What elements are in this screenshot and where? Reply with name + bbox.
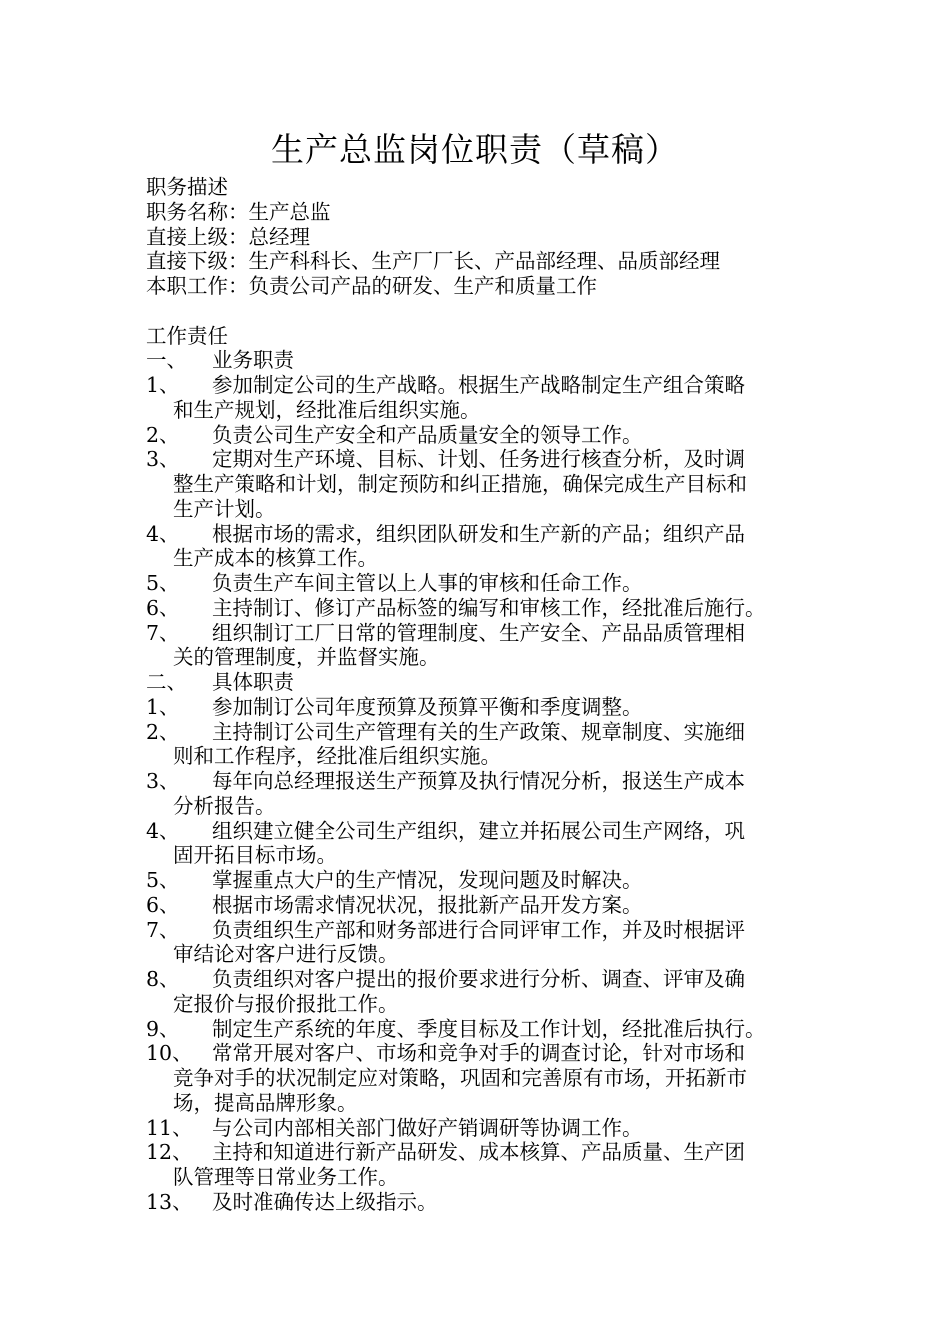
list-item-text: 主持制订、修订产品标签的编写和审核工作，经批准后施行。: [212, 595, 766, 620]
list-item: [146, 695, 810, 720]
list-item-number: 6、: [146, 892, 180, 917]
document-body: [146, 175, 810, 1215]
responsibilities-heading: 工作责任: [146, 323, 228, 348]
list-item-number: 2、: [146, 422, 180, 447]
list-item-text: 常常开展对客户、市场和竞争对手的调查讨论，针对市场和: [212, 1041, 745, 1066]
direct-subordinates-line: 直接下级：生产科科长、生产厂厂长、产品部经理、品质部经理: [146, 249, 720, 274]
list-item-first-line: [146, 1116, 810, 1141]
list-item-text: 竞争对手的状况制定应对策略，巩固和完善原有市场，开拓新市: [173, 1066, 747, 1090]
list-item-text: 主持制订公司生产管理有关的生产政策、规章制度、实施细: [212, 719, 745, 744]
list-item-number: 9、: [146, 1016, 180, 1041]
responsibility-sections: [146, 348, 810, 1214]
list-item-continuation: [146, 1066, 810, 1091]
list-item: [146, 893, 810, 918]
list-item-number: 2、: [146, 719, 180, 744]
list-item: [146, 1017, 810, 1042]
list-item-text: 定报价与报价报批工作。: [173, 991, 399, 1016]
list-item-text: 组织建立健全公司生产组织，建立并拓展公司生产网络，巩: [212, 818, 745, 843]
list-item-continuation: [146, 472, 810, 497]
section-heading: [146, 670, 810, 695]
list-item-text: 则和工作程序，经批准后组织实施。: [173, 744, 501, 769]
list-item-first-line: [146, 1190, 810, 1215]
section-heading: [146, 348, 810, 373]
list-item-first-line: [146, 596, 810, 621]
list-item-number: 4、: [146, 521, 180, 546]
list-item-text: 及时准确传达上级指示。: [212, 1189, 438, 1214]
list-item-continuation: [146, 843, 810, 868]
list-item-text: 根据市场的需求，组织团队研发和生产新的产品；组织产品: [212, 521, 745, 546]
list-item-first-line: [146, 918, 810, 943]
list-item-continuation: [146, 546, 810, 571]
list-item-text: 关的管理制度，并监督实施。: [173, 645, 440, 670]
list-item: [146, 1140, 810, 1190]
list-item-first-line: [146, 621, 810, 646]
list-item-text: 审结论对客户进行反馈。: [173, 942, 399, 967]
list-item-first-line: [146, 868, 810, 893]
section-number: 二、: [146, 670, 187, 694]
list-item: [146, 868, 810, 893]
list-item-text: 分析报告。: [173, 793, 276, 818]
list-item-continuation: [146, 744, 810, 769]
list-item-continuation: [146, 1165, 810, 1190]
section-title: 具体职责: [212, 670, 294, 694]
list-item-number: 5、: [146, 868, 180, 892]
list-item: [146, 1190, 810, 1215]
list-item-text: 参加制订公司年度预算及预算平衡和季度调整。: [212, 694, 643, 719]
list-item-text: 每年向总经理报送生产预算及执行情况分析，报送生产成本: [212, 769, 745, 793]
list-item-continuation: [146, 992, 810, 1017]
core-work-line: 本职工作：负责公司产品的研发、生产和质量工作: [146, 274, 597, 298]
list-item: [146, 769, 810, 819]
list-item-first-line: [146, 720, 810, 745]
list-item: [146, 423, 810, 448]
list-item-continuation: [146, 942, 810, 967]
direct-superior-line: 直接上级：总经理: [146, 224, 310, 249]
section-number: 一、: [146, 348, 187, 373]
list-item: [146, 918, 810, 968]
list-item-first-line: [146, 1140, 810, 1165]
list-item-text: 负责组织对客户提出的报价要求进行分析、调查、评审及确: [212, 967, 745, 991]
list-item-number: 1、: [146, 694, 180, 719]
list-item: [146, 1041, 810, 1115]
list-item-number: 7、: [146, 620, 180, 645]
list-item-continuation: [146, 1091, 810, 1116]
list-item-text: 定期对生产环境、目标、计划、任务进行核查分析，及时调: [212, 447, 745, 472]
list-item-first-line: [146, 1041, 810, 1066]
list-item-text: 掌握重点大户的生产情况，发现问题及时解决。: [212, 868, 643, 892]
list-item-first-line: [146, 522, 810, 547]
list-item-text: 制定生产系统的年度、季度目标及工作计划，经批准后执行。: [212, 1016, 766, 1041]
list-item-number: 7、: [146, 917, 180, 942]
list-item-text: 生产计划。: [173, 496, 276, 521]
list-item-first-line: [146, 695, 810, 720]
list-item-number: 5、: [146, 571, 180, 595]
list-item: [146, 571, 810, 596]
list-item-first-line: [146, 893, 810, 918]
list-item-number: 6、: [146, 595, 180, 620]
list-item-text: 整生产策略和计划，制定预防和纠正措施，确保完成生产目标和: [173, 472, 747, 496]
list-item-number: 4、: [146, 818, 180, 843]
list-item: [146, 522, 810, 572]
list-item-continuation: [146, 398, 810, 423]
list-item: [146, 819, 810, 869]
list-item-text: 和生产规划，经批准后组织实施。: [173, 397, 481, 422]
list-item-text: 参加制定公司的生产战略。根据生产战略制定生产组合策略: [212, 373, 745, 397]
list-item: [146, 596, 810, 621]
list-item-text: 组织制订工厂日常的管理制度、生产安全、产品品质管理相: [212, 620, 745, 645]
list-item-text: 场，提高品牌形象。: [173, 1090, 358, 1115]
list-item-number: 3、: [146, 769, 180, 793]
list-item-number: 13、: [146, 1189, 193, 1214]
list-item-text: 根据市场需求情况状况，报批新产品开发方案。: [212, 892, 643, 917]
list-item-text: 负责组织生产部和财务部进行合同评审工作，并及时根据评: [212, 917, 745, 942]
list-item-first-line: [146, 447, 810, 472]
list-item: [146, 447, 810, 521]
list-item-first-line: [146, 1017, 810, 1042]
section-title: 业务职责: [212, 348, 294, 373]
list-item-first-line: [146, 967, 810, 992]
list-item-first-line: [146, 373, 810, 398]
list-item: [146, 621, 810, 671]
list-item-first-line: [146, 819, 810, 844]
list-item-first-line: [146, 769, 810, 794]
list-item-number: 12、: [146, 1140, 193, 1165]
spacer: [146, 299, 810, 324]
list-item-text: 队管理等日常业务工作。: [173, 1165, 399, 1189]
document-title: 生产总监岗位职责（草稿）: [271, 130, 679, 169]
list-item-continuation: [146, 645, 810, 670]
list-item-first-line: [146, 423, 810, 448]
list-item: [146, 967, 810, 1017]
list-item-number: 3、: [146, 447, 180, 472]
list-item: [146, 373, 810, 423]
list-item-number: 11、: [146, 1115, 193, 1140]
list-item: [146, 720, 810, 770]
list-item-number: 10、: [146, 1041, 193, 1066]
list-item-text: 负责公司生产安全和产品质量安全的领导工作。: [212, 422, 643, 447]
list-item-continuation: [146, 497, 810, 522]
list-item-text: 负责生产车间主管以上人事的审核和任命工作。: [212, 571, 643, 595]
list-item-number: 8、: [146, 967, 180, 991]
list-item: [146, 1116, 810, 1141]
list-item-text: 固开拓目标市场。: [173, 843, 337, 868]
job-title-line: 职务名称：生产总监: [146, 199, 331, 224]
list-item-number: 1、: [146, 373, 180, 397]
list-item-continuation: [146, 794, 810, 819]
list-item-text: 主持和知道进行新产品研发、成本核算、产品质量、生产团: [212, 1140, 745, 1165]
list-item-text: 生产成本的核算工作。: [173, 546, 378, 571]
list-item-first-line: [146, 571, 810, 596]
description-heading: 职务描述: [146, 175, 228, 199]
list-item-text: 与公司内部相关部门做好产销调研等协调工作。: [212, 1115, 643, 1140]
